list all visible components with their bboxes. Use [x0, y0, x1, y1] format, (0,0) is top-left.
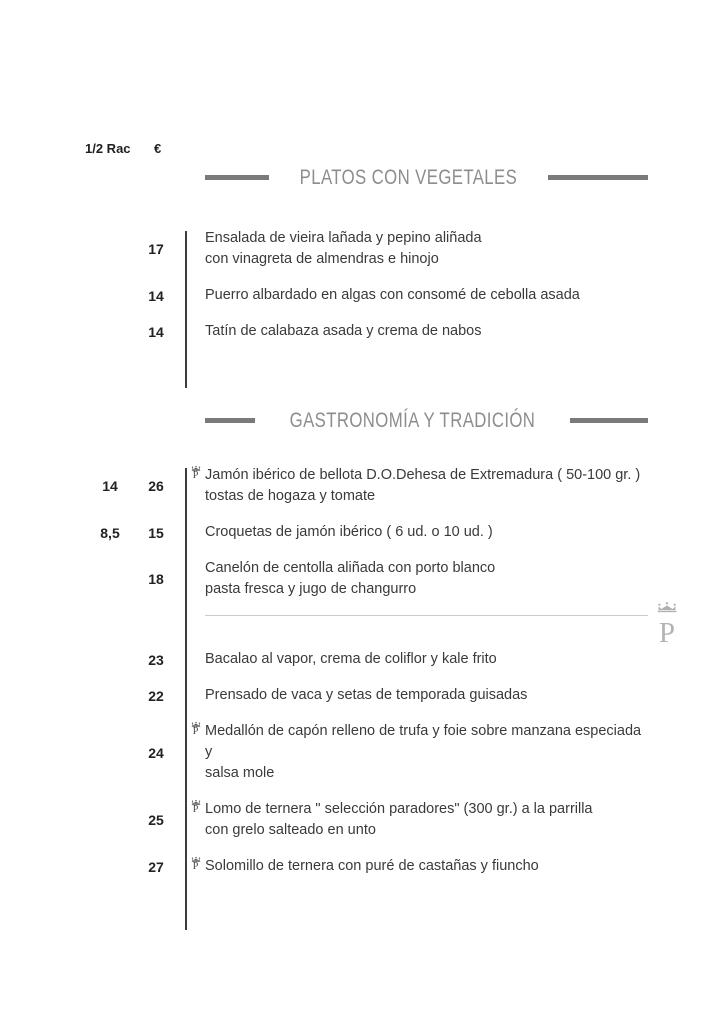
item-marker-slot [177, 522, 205, 543]
price-column-header: € [154, 141, 162, 156]
item-marker-slot [177, 856, 205, 877]
item-marker-slot [177, 321, 205, 342]
item-marker-slot [177, 799, 205, 841]
paradores-crown-p-icon [189, 800, 202, 815]
price: 26 [148, 478, 164, 494]
price: 23 [148, 651, 164, 668]
logo-letter: P [192, 804, 199, 816]
menu-item-row [85, 558, 648, 600]
section-heading-vegetales [205, 165, 648, 190]
menu-item-row [85, 522, 648, 543]
crown-icon [650, 600, 684, 618]
section-title: GASTRONOMÍA Y TRADICIÓN [289, 408, 536, 432]
logo-letter: P [192, 470, 199, 482]
price: 22 [148, 687, 164, 704]
dish-description-line: Solomillo de ternera con puré de castañas y fiuncho [205, 858, 539, 874]
dish-description-line: Ensalada de vieira lañada y pepino aliñada [205, 230, 482, 246]
menu-items-vegetales [85, 228, 648, 388]
menu-item-row [85, 799, 648, 841]
heading-rule-left [205, 418, 255, 423]
dish-description-line: Jamón ibérico de bellota D.O.Dehesa de Extremadura ( 50-100 gr. ) [205, 467, 641, 483]
price: 25 [148, 812, 164, 828]
menu-item-row [85, 685, 648, 706]
dish-description-line: Lomo de ternera " selección paradores" (300 gr.) a la parrilla [205, 801, 593, 817]
dish-description-line: Puerro albardado en algas con consomé de cebolla asada [205, 287, 580, 303]
paradores-crown-p-icon [189, 466, 202, 481]
dish-description [205, 721, 648, 784]
dish-description [205, 465, 648, 507]
logo-letter: P [192, 861, 199, 873]
item-marker-slot [177, 228, 205, 270]
dish-description [205, 799, 648, 841]
dish-description [205, 856, 648, 877]
dish-description [205, 522, 648, 543]
section-heading-gastronomia [205, 408, 648, 433]
dish-description-line: con grelo salteado en unto [205, 822, 376, 838]
item-marker-slot [177, 685, 205, 706]
dish-description [205, 649, 648, 670]
price: 17 [148, 241, 164, 257]
half-portion-price: 8,5 [100, 524, 120, 541]
paradores-logo [650, 600, 684, 647]
heading-rule-right [570, 418, 648, 423]
logo-letter: P [658, 617, 676, 649]
dish-description-line: Medallón de capón relleno de trufa y foie sobre manzana especiada y [205, 723, 642, 760]
price: 24 [148, 744, 164, 761]
section-divider [85, 615, 648, 616]
dish-description [205, 228, 648, 270]
dish-description [205, 285, 648, 306]
item-marker-slot [177, 649, 205, 670]
item-marker-slot [177, 285, 205, 306]
price: 15 [148, 524, 164, 541]
dish-description-line: tostas de hogaza y tomate [205, 488, 376, 504]
item-marker-slot [177, 558, 205, 600]
menu-item-row [85, 465, 648, 507]
menu-items-gastronomia [85, 465, 648, 930]
dish-description [205, 558, 648, 600]
half-portion-price: 14 [102, 478, 118, 494]
menu-item-row [85, 649, 648, 670]
paradores-crown-p-icon [189, 722, 202, 737]
item-marker-slot [177, 465, 205, 507]
price: 18 [148, 571, 164, 587]
divider-line [205, 615, 648, 616]
half-portion-column-header: 1/2 Rac [85, 141, 131, 156]
item-marker-slot [177, 721, 205, 784]
dish-description-line: salsa mole [205, 765, 275, 781]
heading-rule-left [205, 175, 269, 180]
heading-rule-right [548, 175, 648, 180]
paradores-crown-p-icon [189, 857, 202, 872]
menu-item-row [85, 721, 648, 784]
logo-letter: P [192, 726, 199, 738]
dish-description-line: con vinagreta de almendras e hinojo [205, 251, 439, 267]
menu-item-row [85, 321, 648, 342]
dish-description-line: Croquetas de jamón ibérico ( 6 ud. o 10 ud. ) [205, 524, 493, 540]
menu-item-row [85, 228, 648, 270]
dish-description-line: Tatín de calabaza asada y crema de nabos [205, 323, 482, 339]
section-title: PLATOS CON VEGETALES [299, 165, 518, 189]
price: 14 [148, 323, 164, 340]
dish-description-line: Canelón de centolla aliñada con porto blanco [205, 560, 496, 576]
price: 27 [148, 858, 164, 875]
dish-description-line: Prensado de vaca y setas de temporada guisadas [205, 687, 528, 703]
dish-description-line: pasta fresca y jugo de changurro [205, 581, 417, 597]
dish-description [205, 321, 648, 342]
price: 14 [148, 287, 164, 304]
menu-item-row [85, 856, 648, 877]
dish-description [205, 685, 648, 706]
menu-item-row [85, 285, 648, 306]
dish-description-line: Bacalao al vapor, crema de coliflor y kale frito [205, 651, 497, 667]
